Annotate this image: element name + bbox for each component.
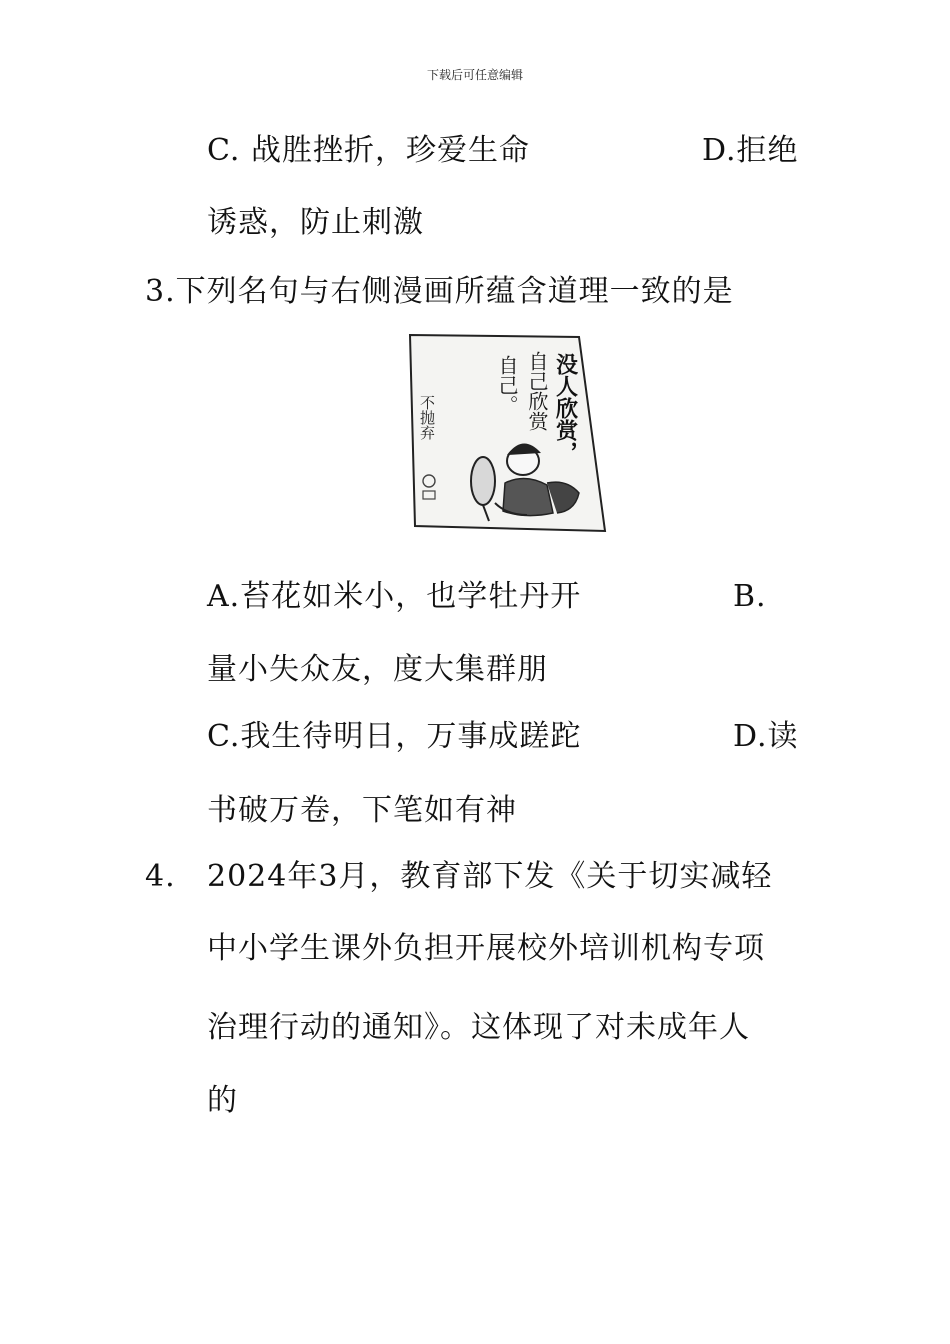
q2-option-d-continued: 诱惑，防止刺激 [207,205,424,240]
q4-number: 4. [145,859,176,894]
cartoon-caption-3: 自己。 [495,355,519,415]
cartoon-title: 不抛弃 [418,395,436,440]
q3-option-b-continued: 量小失众友，度大集群朋 [207,652,548,687]
q3-option-d: D.读 [733,719,799,754]
q3-option-d-continued: 书破万卷，下笔如有神 [207,793,517,828]
q4-stem-line-3: 治理行动的通知》。这体现了对未成年人 [207,1010,750,1045]
q3-option-b: B. [733,579,767,614]
q3-option-a: A.苔花如米小，也学牡丹开 [207,579,582,614]
q4-stem-line-2: 中小学生课外负担开展校外培训机构专项 [207,931,765,966]
cartoon-caption-1: 没人欣赏， [552,353,578,463]
q3-stem: 3.下列名句与右侧漫画所蕴含道理一致的是 [145,274,734,309]
q3-cartoon-image [407,333,607,533]
q2-option-c: C. 战胜挫折，珍爱生命 [207,133,530,168]
page-header: 下载后可任意编辑 [426,68,523,82]
q4-stem-line-4: 的 [207,1083,238,1118]
cartoon-caption-2: 自己欣赏 [525,351,549,431]
q4-stem-line-1: 2024年3月，教育部下发《关于切实减轻 [207,859,773,894]
q3-option-c: C.我生待明日，万事成蹉跎 [207,719,582,754]
q2-option-d: D.拒绝 [702,133,799,168]
